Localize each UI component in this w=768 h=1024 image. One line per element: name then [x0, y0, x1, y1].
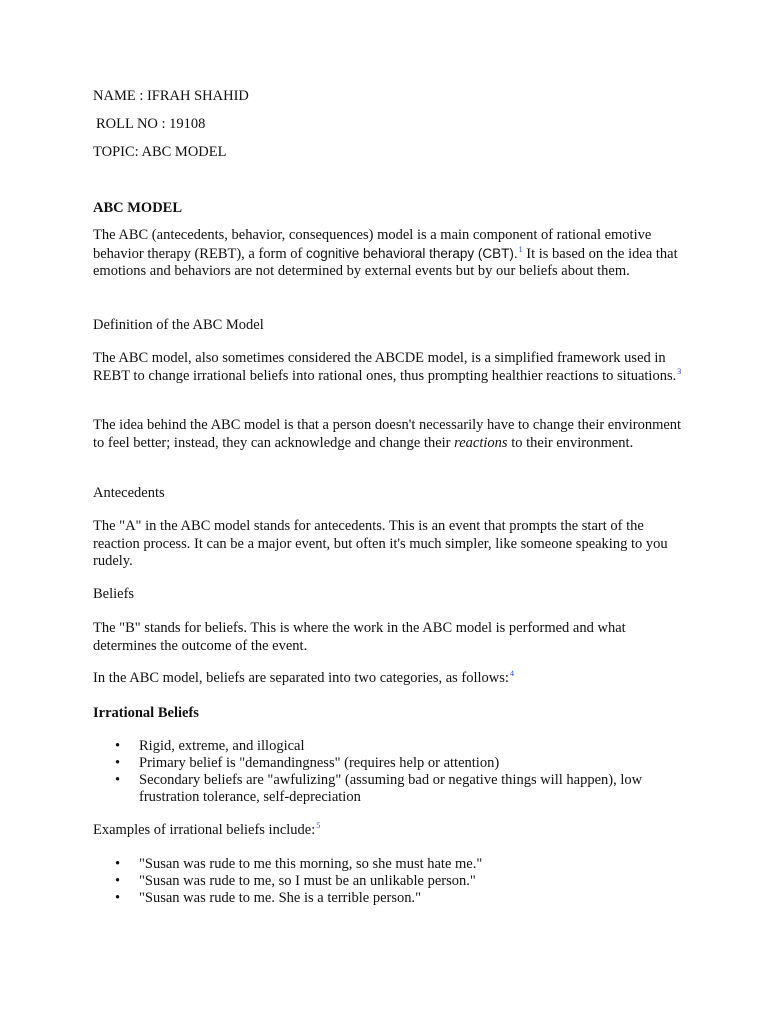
- list-item: [93, 755, 683, 772]
- footnote-ref-4[interactable]: 4: [509, 669, 514, 679]
- intro-text-continued: It is based on the idea that emotions and behaviors are not determined by external events but by our beliefs about them.: [93, 245, 678, 279]
- beliefs-paragraph: The "B" stands for beliefs. This is where the work in the ABC model is performed and what determines the outcome of the event.: [93, 620, 626, 654]
- definition-text: The ABC model, also sometimes considered the ABCDE model, is a simplified framework used in REBT to change irrational beliefs into rational ones, thus prompting healthier reactions to situations.: [93, 350, 677, 384]
- definition-heading: Definition of the ABC Model: [93, 317, 264, 333]
- categories-text: In the ABC model, beliefs are separated into two categories, as follows:: [93, 670, 509, 686]
- student-name: NAME : IFRAH SHAHID: [93, 88, 249, 104]
- section-heading-abc-model: ABC MODEL: [93, 200, 183, 216]
- bullet-icon: •: [115, 755, 121, 771]
- list-item-text: Rigid, extreme, and illogical: [139, 738, 305, 754]
- list-item-text: "Susan was rude to me, so I must be an unlikable person.": [139, 873, 476, 889]
- antecedents-paragraph: The "A" in the ABC model stands for antecedents. This is an event that prompts the start of the reaction process. It can be a major event, but often it's much simpler, like someone speaking to you rudely.: [93, 518, 668, 569]
- footnote-ref-1[interactable]: 1: [518, 244, 523, 254]
- footnote-ref-3[interactable]: 3: [677, 366, 682, 376]
- bullet-icon: •: [115, 856, 121, 872]
- idea-paragraph: [93, 417, 683, 452]
- list-item: [93, 738, 683, 755]
- antecedents-heading: Antecedents: [93, 485, 165, 501]
- list-item-text: Secondary beliefs are "awfulizing" (assuming bad or negative things will happen), low frustration tolerance, self-depreciation: [139, 772, 643, 805]
- bullet-icon: •: [115, 873, 121, 889]
- cbt-term: cognitive behavioral therapy (CBT).: [306, 245, 518, 261]
- idea-emphasis: reactions: [454, 434, 508, 451]
- list-item: [93, 856, 683, 873]
- intro-paragraph: [93, 227, 683, 281]
- intro-text: The ABC (antecedents, behavior, consequences) model is a main component of rational emotive behavior therapy (REBT), a form of: [93, 227, 652, 262]
- topic-line: TOPIC: ABC MODEL: [93, 144, 227, 160]
- bullet-icon: •: [115, 890, 121, 906]
- examples-text: Examples of irrational beliefs include:: [93, 822, 316, 838]
- list-item-text: "Susan was rude to me this morning, so she must hate me.": [139, 856, 483, 872]
- list-item-text: Primary belief is "demandingness" (requires help or attention): [139, 755, 500, 771]
- categories-paragraph: [93, 670, 683, 688]
- bullet-icon: •: [115, 772, 121, 788]
- irrational-beliefs-heading: Irrational Beliefs: [93, 705, 199, 721]
- idea-text: The idea behind the ABC model is that a person doesn't necessarily have to change their environment to feel better; instead, they can acknowledge and change their: [93, 417, 682, 451]
- list-item-text: "Susan was rude to me. She is a terrible person.": [139, 890, 422, 906]
- list-item: [93, 873, 683, 890]
- list-item: [93, 772, 683, 806]
- roll-number: ROLL NO : 19108: [96, 116, 206, 132]
- beliefs-heading: Beliefs: [93, 586, 135, 602]
- idea-text-end: to their environment.: [507, 434, 634, 451]
- examples-list: [93, 856, 683, 907]
- bullet-icon: •: [115, 738, 121, 754]
- irrational-beliefs-list: [93, 738, 683, 806]
- footnote-ref-5[interactable]: 5: [316, 821, 321, 831]
- list-item: [93, 890, 683, 907]
- examples-paragraph: [93, 822, 683, 840]
- definition-paragraph: [93, 350, 683, 385]
